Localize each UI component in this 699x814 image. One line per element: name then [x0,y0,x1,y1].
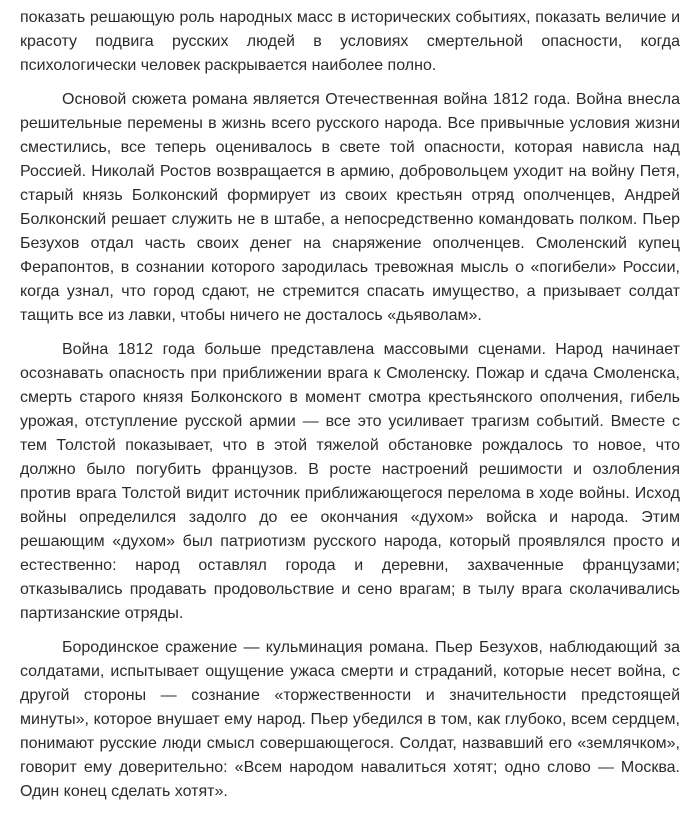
paragraph-borodino: Бородинское сражение — кульминация романа. Пьер Безухов, наблюдающий за солдатами, испытывает ощущение ужаса смерти и страданий, которые несет война, с другой стороны — сознание «торжественности и значительности предстоящей минуты», которое внушает ему народ. Пьер убедился в том, как глубоко, всем сердцем, понимают русские люди смысл совершающегося. Солдат, назвавший его «землячком», говорит ему доверительно: «Всем народом навалиться хотят; одно слово — Москва. Один конец сделать хотят». [20,639,680,800]
paragraph-continuation: показать решающую роль народных масс в исторических событиях, показать величие и красоту подвига русских людей в условиях смертельной опасности, когда психологически человек раскрывается наиболее полно. [20,9,680,74]
document-page [20,0,680,814]
paragraph-mass-scenes: Война 1812 года больше представлена массовыми сценами. Народ начинает осознавать опасность при приближении врага к Смоленску. Пожар и сдача Смоленска, смерть старого князя Болконского в момент смотра крестьянского ополчения, гибель урожая, отступление русской армии — все это усиливает трагизм событий. Вместе с тем Толстой показывает, что в этой тяжелой обстановке рождалось то новое, что должно было погубить французов. В росте настроений решимости и озлобления против врага Толстой видит источник приближающегося перелома в ходе войны. Исход войны определился задолго до ее окончания «духом» войска и народа. Этим решающим «духом» был патриотизм русского народа, который проявлялся просто и естественно: народ оставлял города и деревни, захваченные французами; отказывались продавать продовольствие и сено врагам; в тылу врага сколачивались партизанские отряды. [20,341,680,622]
paragraph-war-1812-plot: Основой сюжета романа является Отечественная война 1812 года. Война внесла решительные перемены в жизнь всего русского народа. Все привычные условия жизни сместились, все теперь оценивалось в свете той опасности, которая нависла над Россией. Николай Ростов возвращается в армию, добровольцем уходит на войну Петя, старый князь Болконский формирует из своих крестьян отряд ополченцев, Андрей Болконский решает служить не в штабе, а непосредственно командовать полком. Пьер Безухов отдал часть своих денег на снаряжение ополченцев. Смоленский купец Ферапонтов, в сознании которого зародилась тревожная мысль о «погибели» России, когда узнал, что город сдают, не стремится спасать имущество, а призывает солдат тащить все из лавки, чтобы ничего не досталось «дьяволам». [20,91,680,324]
page-header-fragment [20,0,680,2]
